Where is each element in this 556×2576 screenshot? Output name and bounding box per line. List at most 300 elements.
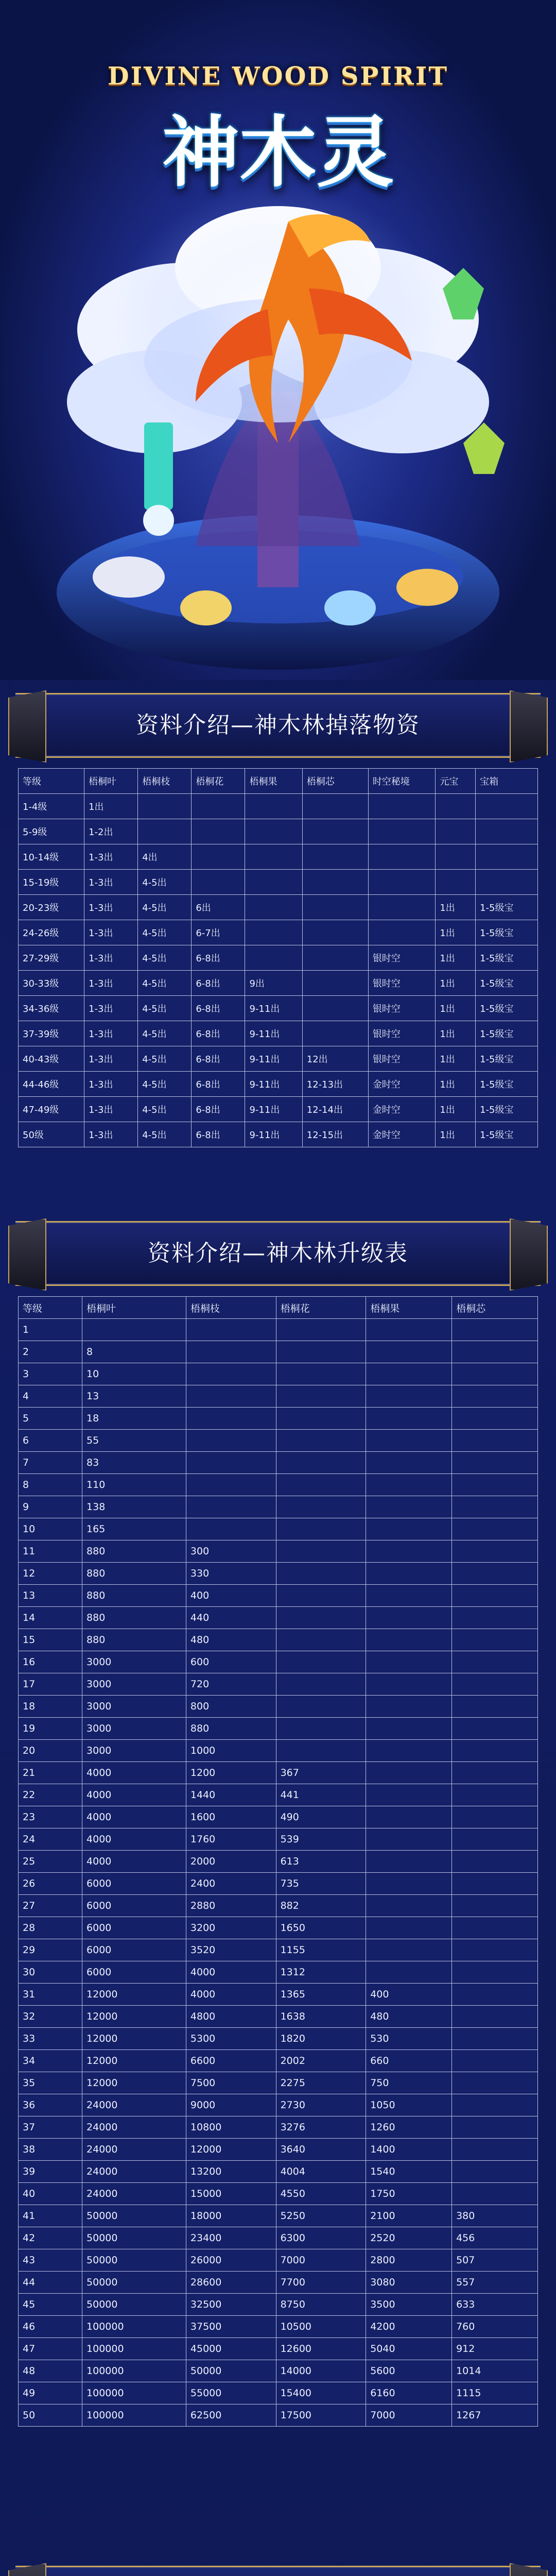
- table-cell: [452, 2028, 538, 2050]
- table-row: [19, 1718, 538, 1740]
- table-cell: [368, 819, 436, 844]
- table-cell: 1-3出: [84, 1072, 138, 1097]
- table-cell: 50000: [82, 2205, 186, 2227]
- table-cell: [276, 1363, 366, 1385]
- table-cell: 138: [82, 1496, 186, 1518]
- table-row: [19, 794, 538, 819]
- table-row: [19, 1408, 538, 1430]
- table-cell: [452, 1651, 538, 1673]
- table-cell: 12000: [82, 2028, 186, 2050]
- table-cell: [366, 1895, 452, 1917]
- table-cell: 1540: [366, 2161, 452, 2183]
- table-cell: 7000: [276, 2249, 366, 2272]
- table-cell: 50000: [82, 2272, 186, 2294]
- table-cell: 1115: [452, 2382, 538, 2404]
- table-row: [19, 844, 538, 870]
- table-cell: 4-5出: [138, 996, 192, 1021]
- table-cell: 3000: [82, 1740, 186, 1762]
- table-cell: [302, 945, 368, 971]
- table-cell: 4-5出: [138, 870, 192, 895]
- table-cell: 100000: [82, 2316, 186, 2338]
- table-cell: 6600: [186, 2050, 276, 2072]
- table-cell: [452, 2050, 538, 2072]
- table-cell: [368, 844, 436, 870]
- table-cell: 20-23级: [19, 895, 84, 920]
- table-cell: 15-19级: [19, 870, 84, 895]
- table-cell: 1-5级宝: [476, 1072, 538, 1097]
- table-cell: 4-5出: [138, 1021, 192, 1046]
- hero-title: 神木灵: [162, 107, 394, 198]
- table-cell: 4000: [82, 1784, 186, 1806]
- table-cell: 1-3出: [84, 996, 138, 1021]
- table-row: [19, 2161, 538, 2183]
- table-cell: [452, 1917, 538, 1939]
- table-cell: 760: [452, 2316, 538, 2338]
- table-cell: [452, 1828, 538, 1851]
- table-cell: [192, 844, 245, 870]
- table-cell: 3: [19, 1363, 82, 1385]
- table-row: [19, 2272, 538, 2294]
- table-cell: 32500: [186, 2294, 276, 2316]
- table-cell: 12: [19, 1563, 82, 1585]
- section-banner: [15, 1221, 541, 1286]
- table-cell: [452, 1585, 538, 1607]
- table-cell: [366, 1651, 452, 1673]
- table-cell: 9-11出: [245, 1122, 302, 1147]
- table-cell: [276, 1408, 366, 1430]
- table-cell: 800: [186, 1696, 276, 1718]
- table-cell: 110: [82, 1474, 186, 1496]
- table-cell: [368, 895, 436, 920]
- table-cell: [276, 1696, 366, 1718]
- table-cell: [245, 920, 302, 945]
- table-cell: 8: [19, 1474, 82, 1496]
- table-cell: [452, 1563, 538, 1585]
- table-cell: 83: [82, 1452, 186, 1474]
- table-cell: 1600: [186, 1806, 276, 1828]
- table-row: [19, 1651, 538, 1673]
- table-cell: 11: [19, 1540, 82, 1563]
- table-cell: 3000: [82, 1651, 186, 1673]
- table-cell: 9-11出: [245, 996, 302, 1021]
- table-cell: 6-8出: [192, 1046, 245, 1072]
- table-cell: [452, 1939, 538, 1961]
- upgrade-section: [0, 1221, 556, 2427]
- table-cell: [452, 1895, 538, 1917]
- table-cell: 1-3出: [84, 895, 138, 920]
- table-cell: 6000: [82, 1873, 186, 1895]
- table-cell: 880: [82, 1585, 186, 1607]
- table-cell: 2: [19, 1341, 82, 1363]
- table-cell: [476, 870, 538, 895]
- table-row: [19, 1452, 538, 1474]
- table-row: [19, 1784, 538, 1806]
- table-row: [19, 2382, 538, 2404]
- table-cell: 6-8出: [192, 1072, 245, 1097]
- table-cell: 24000: [82, 2116, 186, 2139]
- table-row: [19, 1828, 538, 1851]
- table-cell: 43: [19, 2249, 82, 2272]
- table-cell: 735: [276, 1873, 366, 1895]
- table-cell: [276, 1540, 366, 1563]
- table-cell: [366, 1540, 452, 1563]
- table-cell: 1出: [436, 1097, 476, 1122]
- table-cell: 1-3出: [84, 1122, 138, 1147]
- table-cell: 100000: [82, 2382, 186, 2404]
- table-cell: 7000: [366, 2404, 452, 2427]
- table-cell: 600: [186, 1651, 276, 1673]
- table-cell: 9-11出: [245, 1046, 302, 1072]
- table-cell: 48: [19, 2360, 82, 2382]
- table-row: [19, 1122, 538, 1147]
- table-cell: 24000: [82, 2139, 186, 2161]
- table-cell: 1-3出: [84, 945, 138, 971]
- table-cell: 41: [19, 2205, 82, 2227]
- table-cell: [302, 920, 368, 945]
- table-cell: [452, 1430, 538, 1452]
- table-cell: 12000: [82, 1984, 186, 2006]
- table-row: [19, 1072, 538, 1097]
- table-cell: [276, 1385, 366, 1408]
- table-cell: [452, 1452, 538, 1474]
- table-cell: [245, 870, 302, 895]
- table-row: [19, 2205, 538, 2227]
- table-cell: 34: [19, 2050, 82, 2072]
- table-cell: [276, 1718, 366, 1740]
- table-cell: [452, 1806, 538, 1828]
- table-cell: [186, 1341, 276, 1363]
- table-cell: 4-5出: [138, 1122, 192, 1147]
- table-cell: 1-5级宝: [476, 1046, 538, 1072]
- table-cell: 32: [19, 2006, 82, 2028]
- table-cell: 13200: [186, 2161, 276, 2183]
- table-cell: 4: [19, 1385, 82, 1408]
- table-row: [19, 2139, 538, 2161]
- table-cell: 1出: [436, 1122, 476, 1147]
- table-cell: 2275: [276, 2072, 366, 2094]
- table-cell: 4200: [366, 2316, 452, 2338]
- table-cell: [452, 1341, 538, 1363]
- table-cell: 17500: [276, 2404, 366, 2427]
- table-cell: 4000: [82, 1828, 186, 1851]
- table-row: [19, 2227, 538, 2249]
- table-cell: [366, 1430, 452, 1452]
- table-cell: 55: [82, 1430, 186, 1452]
- table-cell: [452, 1851, 538, 1873]
- table-cell: 12-14出: [302, 1097, 368, 1122]
- table-cell: [366, 1363, 452, 1385]
- table-cell: 440: [186, 1607, 276, 1629]
- table-row: [19, 895, 538, 920]
- table-header-row: [19, 769, 538, 794]
- table-cell: 1出: [436, 920, 476, 945]
- table-cell: 49: [19, 2382, 82, 2404]
- table-cell: 100000: [82, 2338, 186, 2360]
- table-cell: 银时空: [368, 945, 436, 971]
- table-row: [19, 1873, 538, 1895]
- table-cell: 7: [19, 1452, 82, 1474]
- table-cell: 26: [19, 1873, 82, 1895]
- table-cell: 6出: [192, 895, 245, 920]
- table-cell: [186, 1430, 276, 1452]
- table-cell: [436, 794, 476, 819]
- table-cell: [452, 2116, 538, 2139]
- table-cell: 14000: [276, 2360, 366, 2382]
- table-row: [19, 1430, 538, 1452]
- table-cell: 1-3出: [84, 1046, 138, 1072]
- table-cell: 15000: [186, 2183, 276, 2205]
- table-cell: 1-4级: [19, 794, 84, 819]
- table-cell: 4-5出: [138, 971, 192, 996]
- table-row: [19, 2183, 538, 2205]
- table-cell: [276, 1496, 366, 1518]
- table-cell: 50000: [82, 2294, 186, 2316]
- table-cell: 6000: [82, 1961, 186, 1984]
- table-row: [19, 1097, 538, 1122]
- table-cell: 100000: [82, 2360, 186, 2382]
- table-cell: [186, 1496, 276, 1518]
- section-title: [15, 2567, 541, 2576]
- table-cell: [192, 870, 245, 895]
- table-cell: 3000: [82, 1718, 186, 1740]
- table-cell: 1-5级宝: [476, 1097, 538, 1122]
- table-row: [19, 996, 538, 1021]
- table-cell: 10800: [186, 2116, 276, 2139]
- table-cell: 22: [19, 1784, 82, 1806]
- table-cell: [452, 2161, 538, 2183]
- table-cell: [452, 1718, 538, 1740]
- table-cell: 47: [19, 2338, 82, 2360]
- table-cell: 30-33级: [19, 971, 84, 996]
- table-cell: 6160: [366, 2382, 452, 2404]
- table-cell: 15: [19, 1629, 82, 1651]
- table-cell: [452, 1984, 538, 2006]
- table-cell: 300: [186, 1540, 276, 1563]
- table-cell: [82, 1319, 186, 1341]
- table-cell: 1-3出: [84, 870, 138, 895]
- table-cell: 28: [19, 1917, 82, 1939]
- table-cell: [452, 1673, 538, 1696]
- table-cell: 1260: [366, 2116, 452, 2139]
- column-header: 梧桐枝: [138, 769, 192, 794]
- table-cell: [276, 1341, 366, 1363]
- table-cell: 3200: [186, 1917, 276, 1939]
- table-cell: 9-11出: [245, 1097, 302, 1122]
- table-row: [19, 1540, 538, 1563]
- table-cell: 1365: [276, 1984, 366, 2006]
- table-cell: [245, 945, 302, 971]
- table-row: [19, 2028, 538, 2050]
- column-header: 宝箱: [476, 769, 538, 794]
- table-cell: 12出: [302, 1046, 368, 1072]
- table-cell: [452, 2006, 538, 2028]
- column-header: 等级: [19, 769, 84, 794]
- column-header: 梧桐芯: [452, 1297, 538, 1319]
- table-cell: [186, 1385, 276, 1408]
- column-header: 梧桐芯: [302, 769, 368, 794]
- table-cell: [476, 844, 538, 870]
- table-cell: 5: [19, 1408, 82, 1430]
- table-cell: 1050: [366, 2094, 452, 2116]
- table-cell: 456: [452, 2227, 538, 2249]
- table-cell: 8750: [276, 2294, 366, 2316]
- table-row: [19, 1474, 538, 1496]
- table-row: [19, 945, 538, 971]
- table-row: [19, 1961, 538, 1984]
- table-cell: 530: [366, 2028, 452, 2050]
- table-cell: [276, 1585, 366, 1607]
- table-cell: [276, 1651, 366, 1673]
- table-cell: 1-2出: [84, 819, 138, 844]
- table-cell: 2520: [366, 2227, 452, 2249]
- table-row: [19, 1607, 538, 1629]
- table-cell: 1638: [276, 2006, 366, 2028]
- table-cell: [366, 1939, 452, 1961]
- table-cell: 441: [276, 1784, 366, 1806]
- table-cell: [245, 895, 302, 920]
- table-cell: 480: [366, 2006, 452, 2028]
- table-cell: [276, 1629, 366, 1651]
- table-cell: 1出: [436, 1021, 476, 1046]
- table-row: [19, 1851, 538, 1873]
- table-cell: 4-5出: [138, 895, 192, 920]
- table-row: [19, 1984, 538, 2006]
- table-cell: [186, 1408, 276, 1430]
- column-header: 时空秘境: [368, 769, 436, 794]
- table-cell: [452, 1607, 538, 1629]
- table-row: [19, 1806, 538, 1828]
- table-row: [19, 2249, 538, 2272]
- table-row: [19, 2116, 538, 2139]
- table-cell: 2000: [186, 1851, 276, 1873]
- table-row: [19, 1740, 538, 1762]
- table-cell: 27: [19, 1895, 82, 1917]
- table-cell: 银时空: [368, 996, 436, 1021]
- table-row: [19, 1895, 538, 1917]
- column-header: 梧桐果: [366, 1297, 452, 1319]
- table-cell: 50级: [19, 1122, 84, 1147]
- table-row: [19, 2404, 538, 2427]
- table-cell: 4550: [276, 2183, 366, 2205]
- table-row: [19, 1629, 538, 1651]
- table-cell: 6000: [82, 1895, 186, 1917]
- table-cell: 1155: [276, 1939, 366, 1961]
- table-cell: [366, 1408, 452, 1430]
- table-cell: 557: [452, 2272, 538, 2294]
- table-cell: [436, 844, 476, 870]
- table-cell: 6-8出: [192, 996, 245, 1021]
- table-cell: [186, 1363, 276, 1385]
- table-cell: [452, 1408, 538, 1430]
- table-cell: 1400: [366, 2139, 452, 2161]
- table-cell: 金时空: [368, 1097, 436, 1122]
- table-cell: [186, 1518, 276, 1540]
- table-cell: 62500: [186, 2404, 276, 2427]
- table-cell: 490: [276, 1806, 366, 1828]
- table-cell: 1出: [436, 996, 476, 1021]
- table-cell: 15400: [276, 2382, 366, 2404]
- table-cell: 330: [186, 1563, 276, 1585]
- table-cell: [245, 819, 302, 844]
- table-cell: 1760: [186, 1828, 276, 1851]
- table-cell: [368, 920, 436, 945]
- table-cell: 2002: [276, 2050, 366, 2072]
- table-cell: [366, 1806, 452, 1828]
- table-cell: 8: [82, 1341, 186, 1363]
- table-cell: [302, 794, 368, 819]
- table-cell: 12-13出: [302, 1072, 368, 1097]
- table-cell: [186, 1452, 276, 1474]
- table-cell: 24-26级: [19, 920, 84, 945]
- table-cell: 12000: [186, 2139, 276, 2161]
- table-cell: [366, 1718, 452, 1740]
- table-cell: 880: [82, 1629, 186, 1651]
- table-cell: 4-5出: [138, 1046, 192, 1072]
- table-cell: 2730: [276, 2094, 366, 2116]
- table-cell: 金时空: [368, 1122, 436, 1147]
- column-header: 梧桐叶: [82, 1297, 186, 1319]
- table-row: [19, 1585, 538, 1607]
- table-cell: 4-5出: [138, 1072, 192, 1097]
- table-row: [19, 1673, 538, 1696]
- table-cell: 1650: [276, 1917, 366, 1939]
- table-cell: [366, 1341, 452, 1363]
- table-cell: 6-8出: [192, 1122, 245, 1147]
- table-cell: 1820: [276, 2028, 366, 2050]
- table-cell: 13: [82, 1385, 186, 1408]
- table-cell: 660: [366, 2050, 452, 2072]
- table-row: [19, 2338, 538, 2360]
- table-cell: 42: [19, 2227, 82, 2249]
- table-cell: 6000: [82, 1939, 186, 1961]
- table-cell: [366, 1961, 452, 1984]
- table-cell: 44-46级: [19, 1072, 84, 1097]
- table-cell: 1出: [436, 971, 476, 996]
- table-cell: 1200: [186, 1762, 276, 1784]
- table-row: [19, 1496, 538, 1518]
- table-cell: 1-5级宝: [476, 945, 538, 971]
- table-cell: 10: [82, 1363, 186, 1385]
- table-cell: 1014: [452, 2360, 538, 2382]
- table-cell: 4-5出: [138, 1097, 192, 1122]
- table-cell: 27-29级: [19, 945, 84, 971]
- table-cell: 28600: [186, 2272, 276, 2294]
- table-cell: 1-3出: [84, 971, 138, 996]
- section-banner: [15, 2566, 541, 2576]
- table-cell: 1-5级宝: [476, 895, 538, 920]
- table-cell: 880: [82, 1607, 186, 1629]
- table-cell: 1-5级宝: [476, 920, 538, 945]
- table-cell: 18000: [186, 2205, 276, 2227]
- table-row: [19, 1021, 538, 1046]
- table-cell: [366, 1696, 452, 1718]
- table-cell: [366, 1563, 452, 1585]
- table-cell: 4004: [276, 2161, 366, 2183]
- section-title: 资料介绍—神木林升级表: [148, 1240, 408, 1266]
- table-cell: [452, 1319, 538, 1341]
- table-cell: 1-5级宝: [476, 1122, 538, 1147]
- table-row: [19, 1563, 538, 1585]
- table-cell: 880: [82, 1540, 186, 1563]
- table-cell: 4000: [82, 1762, 186, 1784]
- section-banner: [15, 693, 541, 758]
- table-cell: 1-3出: [84, 1097, 138, 1122]
- table-cell: [476, 819, 538, 844]
- table-cell: 1出: [436, 1046, 476, 1072]
- table-cell: 4800: [186, 2006, 276, 2028]
- table-cell: 12-15出: [302, 1122, 368, 1147]
- table-cell: 7700: [276, 2272, 366, 2294]
